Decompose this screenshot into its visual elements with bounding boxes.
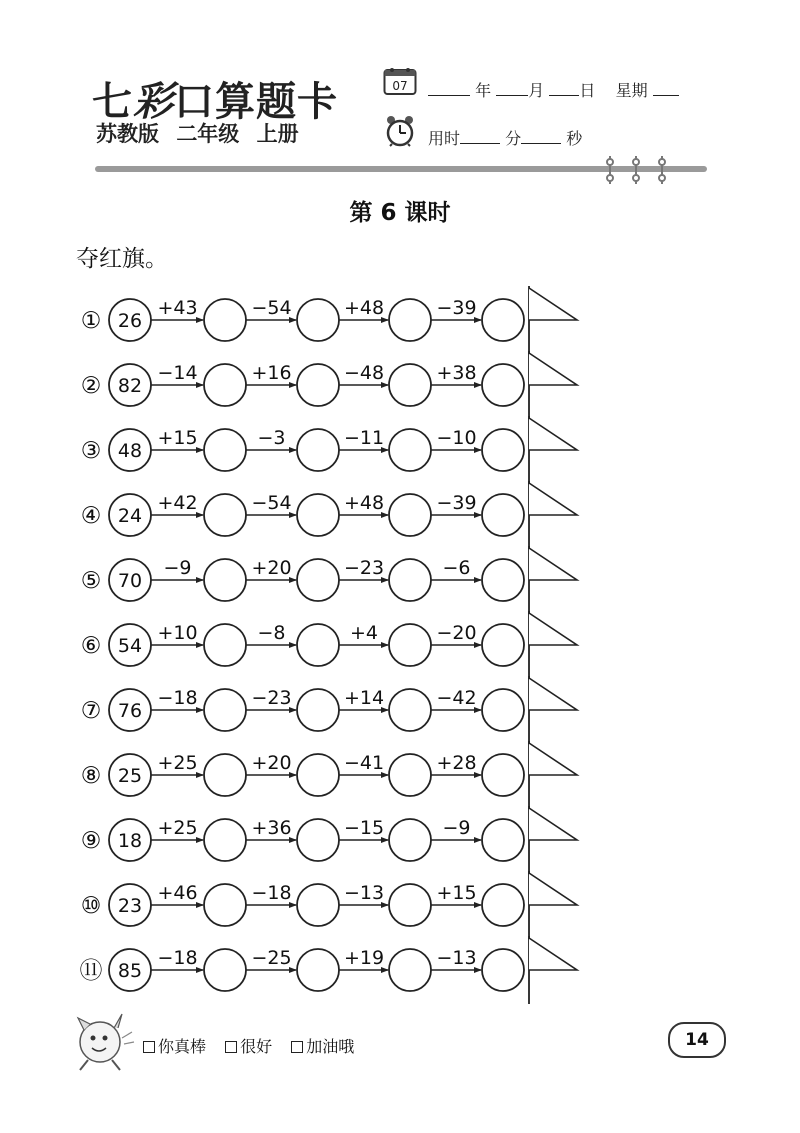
answer-circle[interactable] (482, 364, 524, 406)
problem-row (81, 286, 577, 354)
problem-row (81, 611, 577, 679)
problem-number: ④ (80, 503, 102, 529)
problem-row (81, 416, 577, 484)
answer-circle[interactable] (204, 884, 246, 926)
problem-row (81, 806, 577, 874)
operation-label: −39 (436, 492, 477, 514)
flag-icon (529, 938, 577, 970)
problem-number: ⑩ (80, 893, 102, 919)
start-number: 18 (117, 830, 143, 852)
answer-circle[interactable] (482, 689, 524, 731)
answer-circle[interactable] (389, 884, 431, 926)
answer-circle[interactable] (204, 429, 246, 471)
answer-circle[interactable] (297, 624, 339, 666)
operation-label: −3 (257, 427, 286, 449)
operation-label: −9 (442, 817, 471, 839)
operation-label: −42 (436, 687, 477, 709)
operation-label: −23 (251, 687, 292, 709)
answer-circle[interactable] (389, 624, 431, 666)
brand-rest: 口算题卡 (174, 79, 338, 125)
operation-label: +15 (157, 427, 198, 449)
volume: 上册 (256, 122, 299, 146)
operation-label: +42 (157, 492, 198, 514)
operation-label: +19 (343, 947, 385, 969)
operation-label: +38 (436, 362, 477, 384)
answer-circle[interactable] (482, 884, 524, 926)
flag-icon (529, 873, 577, 905)
minute-label: 分 (505, 129, 522, 148)
start-number: 82 (117, 375, 143, 397)
answer-circle[interactable] (297, 364, 339, 406)
checkbox[interactable] (291, 1041, 303, 1053)
answer-circle[interactable] (389, 364, 431, 406)
problem-number: ⑧ (80, 763, 102, 789)
problem-row (81, 741, 577, 809)
operation-label: +46 (157, 882, 198, 904)
operation-label: −13 (436, 947, 477, 969)
start-number: 48 (117, 440, 143, 462)
operation-label: +15 (436, 882, 477, 904)
operation-label: +4 (349, 622, 379, 644)
answer-circle[interactable] (297, 429, 339, 471)
answer-circle[interactable] (204, 299, 246, 341)
answer-circle[interactable] (297, 689, 339, 731)
operation-label: −14 (157, 362, 198, 384)
operation-label: −39 (436, 297, 477, 319)
problem-number: ⑦ (80, 698, 102, 724)
answer-circle[interactable] (389, 559, 431, 601)
checkbox[interactable] (225, 1041, 237, 1053)
start-number: 76 (117, 700, 143, 722)
answer-circle[interactable] (204, 949, 246, 991)
operation-label: +10 (157, 622, 198, 644)
flag-icon (529, 353, 577, 385)
month-label: 月 (528, 81, 545, 100)
answer-circle[interactable] (204, 559, 246, 601)
start-number: 23 (117, 895, 143, 917)
calendar-day: 07 (392, 79, 408, 93)
answer-circle[interactable] (204, 624, 246, 666)
answer-circle[interactable] (389, 754, 431, 796)
operation-label: −20 (436, 622, 477, 644)
page-number: 14 (668, 1022, 726, 1058)
operation-label: +20 (251, 752, 292, 774)
answer-circle[interactable] (389, 299, 431, 341)
problem-row (80, 936, 578, 1004)
start-number: 26 (117, 310, 143, 332)
operation-label: −41 (343, 752, 385, 774)
operation-label: +25 (157, 752, 198, 774)
problem-row (81, 676, 577, 744)
operation-label: −23 (343, 557, 385, 579)
answer-circle[interactable] (297, 754, 339, 796)
instruction-text: 夺红旗。 (76, 246, 168, 272)
weekday-label: 星期 (615, 81, 648, 100)
answer-circle[interactable] (204, 364, 246, 406)
answer-circle[interactable] (297, 494, 339, 536)
operation-label: −13 (343, 882, 385, 904)
answer-circle[interactable] (204, 689, 246, 731)
answer-circle[interactable] (389, 429, 431, 471)
answer-circle[interactable] (389, 494, 431, 536)
answer-circle[interactable] (297, 884, 339, 926)
problem-number: ② (80, 373, 102, 399)
flag-icon (529, 483, 577, 515)
rating-option-good[interactable]: 很好 (225, 1034, 272, 1057)
time-used-label: 用时 (428, 129, 461, 148)
operation-label: −18 (251, 882, 292, 904)
answer-circle[interactable] (482, 949, 524, 991)
problem-row (81, 351, 577, 419)
answer-circle[interactable] (482, 429, 524, 471)
operation-label: −6 (442, 557, 471, 579)
operation-label: +25 (157, 817, 198, 839)
operation-label: +36 (251, 817, 292, 839)
problem-number: ⑨ (80, 828, 102, 854)
problem-number: ⑪ (79, 958, 103, 984)
flag-icon (529, 548, 577, 580)
answer-circle[interactable] (389, 689, 431, 731)
operation-label: +20 (251, 557, 292, 579)
rating-option-great[interactable]: 你真棒 (143, 1034, 206, 1057)
flag-icon (529, 418, 577, 450)
second-label: 秒 (566, 129, 583, 148)
operation-label: +14 (343, 687, 385, 709)
answer-circle[interactable] (482, 624, 524, 666)
operation-label: −10 (436, 427, 477, 449)
problem-row (81, 871, 577, 939)
answer-circle[interactable] (204, 754, 246, 796)
operation-label: −11 (343, 427, 385, 449)
operation-label: +28 (436, 752, 477, 774)
answer-circle[interactable] (482, 494, 524, 536)
problem-row (81, 481, 577, 549)
checkbox[interactable] (143, 1041, 155, 1053)
operation-label: +48 (343, 297, 385, 319)
operation-label: +16 (251, 362, 292, 384)
answer-circle[interactable] (204, 819, 246, 861)
answer-circle[interactable] (482, 559, 524, 601)
grade: 二年级 (176, 122, 240, 146)
answer-circle[interactable] (482, 299, 524, 341)
start-number: 70 (117, 570, 143, 592)
brand-qi: 七 (92, 79, 133, 125)
operation-label: −8 (257, 622, 286, 644)
answer-circle[interactable] (297, 819, 339, 861)
flag-icon (529, 743, 577, 775)
flag-icon (529, 678, 577, 710)
operation-label: −25 (251, 947, 292, 969)
mascot-icon (70, 1008, 136, 1072)
answer-circle[interactable] (482, 819, 524, 861)
problem-number: ③ (80, 438, 102, 464)
start-number: 25 (117, 765, 143, 787)
operation-label: −54 (251, 492, 292, 514)
day-label: 日 (579, 81, 596, 100)
operation-label: +48 (343, 492, 385, 514)
lesson-title: 第 6 课时 (349, 200, 451, 226)
year-label: 年 (475, 81, 492, 100)
edition: 苏教版 (96, 122, 159, 146)
start-number: 54 (117, 635, 143, 657)
operation-label: −18 (157, 947, 198, 969)
problem-row (81, 546, 577, 614)
problem-number: ⑥ (80, 633, 102, 659)
flag-icon (529, 613, 577, 645)
operation-label: −9 (163, 557, 192, 579)
answer-circle[interactable] (389, 819, 431, 861)
start-number: 24 (117, 505, 143, 527)
brand-cai: 彩 (133, 79, 174, 125)
answer-circle[interactable] (297, 299, 339, 341)
problem-number: ① (80, 308, 102, 334)
operation-label: −18 (157, 687, 198, 709)
flag-icon (529, 288, 577, 320)
flag-icon (529, 808, 577, 840)
problem-number: ⑤ (80, 568, 102, 594)
answer-circle[interactable] (482, 754, 524, 796)
operation-label: +43 (157, 297, 198, 319)
self-rating (143, 1034, 368, 1057)
operation-label: −15 (343, 817, 385, 839)
answer-circle[interactable] (297, 949, 339, 991)
answer-circle[interactable] (389, 949, 431, 991)
rating-option-keep-going[interactable]: 加油哦 (291, 1034, 354, 1057)
operation-label: −48 (343, 362, 385, 384)
answer-circle[interactable] (297, 559, 339, 601)
operation-label: −54 (251, 297, 292, 319)
answer-circle[interactable] (204, 494, 246, 536)
start-number: 85 (117, 960, 143, 982)
